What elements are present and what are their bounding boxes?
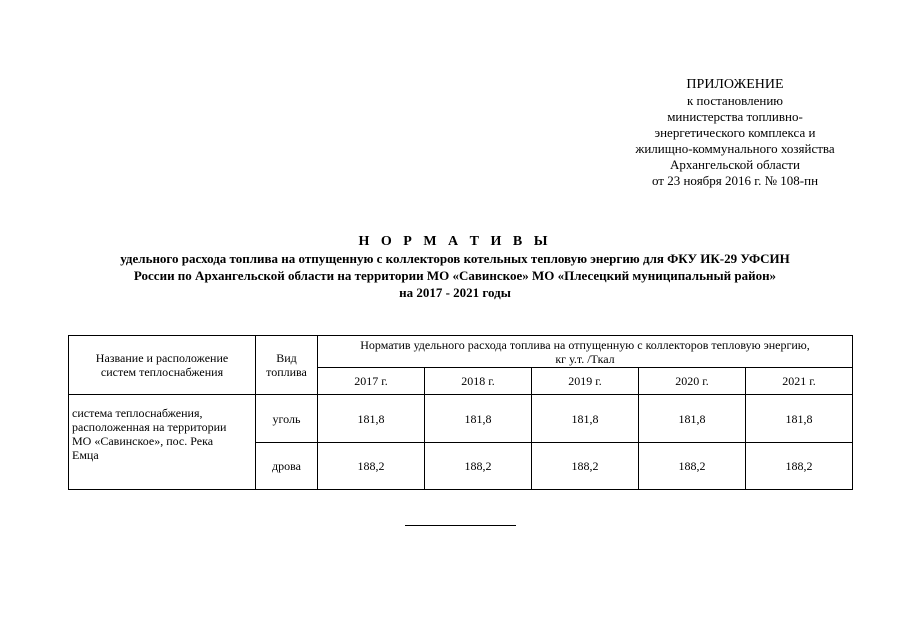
year-header: 2020 г. bbox=[639, 368, 746, 395]
appendix-line: жилищно-коммунального хозяйства bbox=[635, 141, 835, 156]
header-text: Вид bbox=[276, 351, 297, 365]
system-text: расположенная на территории bbox=[72, 420, 227, 434]
fuel-cell: дрова bbox=[256, 443, 318, 490]
title-line: России по Архангельской области на территории МО «Савинское» МО «Плесецкий муниципальный район» bbox=[133, 268, 777, 283]
appendix-line: к постановлению bbox=[686, 93, 784, 108]
value-cell: 188,2 bbox=[425, 443, 532, 490]
appendix-line: энергетического комплекса и bbox=[654, 125, 816, 140]
value-cell: 181,8 bbox=[318, 395, 425, 443]
header-norm bbox=[318, 336, 853, 368]
value-cell: 188,2 bbox=[639, 443, 746, 490]
value-cell: 188,2 bbox=[746, 443, 853, 490]
table-header-row bbox=[69, 336, 853, 368]
value-cell: 181,8 bbox=[746, 395, 853, 443]
header-text: Норматив удельного расхода топлива на отпущенную с коллекторов тепловую энергию, bbox=[360, 337, 810, 352]
header-text: кг у.т. /Ткал bbox=[555, 351, 615, 366]
appendix-line: министерства топливно- bbox=[667, 109, 803, 124]
system-text: МО «Савинское», пос. Река bbox=[72, 434, 214, 448]
appendix-title: ПРИЛОЖЕНИЕ bbox=[686, 77, 784, 92]
header-text: топлива bbox=[266, 365, 307, 379]
value-cell: 181,8 bbox=[425, 395, 532, 443]
table-row bbox=[69, 395, 853, 443]
year-header: 2021 г. bbox=[746, 368, 853, 395]
value-cell: 181,8 bbox=[532, 395, 639, 443]
value-cell: 188,2 bbox=[532, 443, 639, 490]
value-cell: 181,8 bbox=[639, 395, 746, 443]
header-system-name bbox=[69, 336, 256, 395]
value-cell: 188,2 bbox=[318, 443, 425, 490]
header-fuel-type bbox=[256, 336, 318, 395]
system-text: система теплоснабжения, bbox=[72, 406, 203, 420]
system-text: Емца bbox=[72, 448, 99, 462]
document-title bbox=[60, 233, 850, 301]
year-header: 2017 г. bbox=[318, 368, 425, 395]
title-line: на 2017 - 2021 годы bbox=[399, 285, 511, 300]
year-header: 2018 г. bbox=[425, 368, 532, 395]
header-text: Название и расположение bbox=[95, 351, 229, 365]
appendix-line: Архангельской области bbox=[670, 157, 800, 172]
fuel-cell: уголь bbox=[256, 395, 318, 443]
year-header: 2019 г. bbox=[532, 368, 639, 395]
norms-table bbox=[68, 335, 853, 490]
title-heading: Н О Р М А Т И В Ы bbox=[358, 234, 552, 249]
appendix-line: от 23 ноября 2016 г. № 108-пн bbox=[651, 173, 819, 188]
header-text: систем теплоснабжения bbox=[100, 365, 224, 379]
title-line: удельного расхода топлива на отпущенную с коллекторов котельных тепловую энергию для ФКУ ИК-29 УФСИН bbox=[120, 251, 790, 266]
closing-divider bbox=[405, 525, 516, 526]
system-name-cell bbox=[69, 395, 256, 490]
appendix-block bbox=[600, 77, 870, 189]
